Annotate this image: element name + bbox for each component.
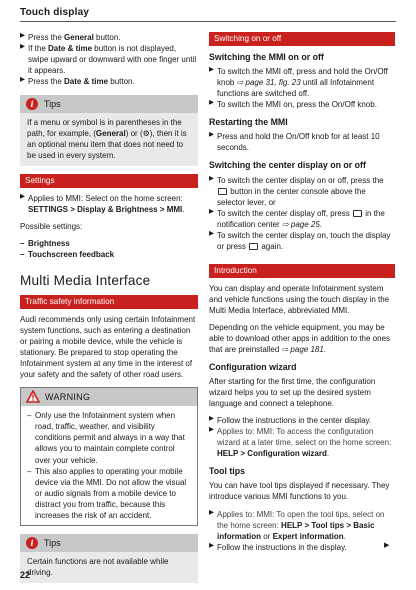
- traffic-paragraph: Audi recommends only using certain Infotainment system functions, such as entering a destination or pairing a mobile device, while the vehicle is stationary. Be prepared to stop operating the Infotainment system at any time in the interest of your safety and the safety of other road users.: [20, 315, 196, 380]
- list-item: ▶ Press the General button.: [20, 32, 121, 42]
- tips-header: [20, 534, 198, 552]
- list-item: ▶ Press the Date & time button.: [20, 76, 135, 87]
- tips-icon: i: [26, 98, 38, 110]
- subheading: Restarting the MMI: [209, 117, 288, 128]
- display-button-icon: [218, 188, 227, 195]
- tips-icon: i: [26, 537, 38, 549]
- gear-icon: ⚙: [142, 129, 150, 139]
- next-page-icon: ▶: [384, 542, 390, 549]
- arrow-bullet-icon: ▶: [209, 207, 214, 215]
- list-item: ▶ Applies to MMI: Select on the home screen: SETTINGS > Display & Brightness > MMI.: [20, 193, 185, 215]
- arrow-bullet-icon: ▶: [209, 508, 214, 516]
- warning-box: [20, 387, 198, 525]
- display-button-icon: [249, 243, 258, 250]
- left-column: [20, 32, 198, 590]
- intro-paragraph: Depending on the vehicle equipment, you may be able to download other apps in addition to the ones that are preinstalled ⇨ page 181.: [209, 322, 391, 354]
- tips-title: Tips: [44, 99, 61, 110]
- arrow-bullet-icon: ▶: [209, 99, 214, 107]
- tips-body: If a menu or symbol is in parentheses in the path, for example, (General) or (⚙), then it is an optional menu item that does not need to be used in every system.: [27, 118, 187, 161]
- list-item: ▶ Applies to: MMI: To open the tool tips, select on the home screen: HELP > Tool tips > Basic information or Expert information.: [209, 508, 385, 541]
- warning-body: [21, 406, 197, 524]
- subheading: Tool tips: [209, 466, 245, 477]
- header-title: Touch display: [20, 7, 90, 18]
- arrow-bullet-icon: ▶: [209, 229, 214, 237]
- page-header: [0, 0, 416, 22]
- list-item: – Brightness: [20, 239, 70, 249]
- list-item: ▶ To switch the center display on, touch the display or press again.: [209, 229, 391, 251]
- tips-body: Certain functions are not available while driving.: [27, 556, 169, 577]
- arrow-bullet-icon: ▶: [209, 174, 214, 182]
- subheading: Switching the center display on or off: [209, 160, 366, 171]
- list-item: – This also applies to operating your mobile device via the MMI. Do not allow the visual or audio signals from a mobile device to distract you from traffic, because this increases the risk of an accident.: [27, 466, 187, 520]
- list-item: ▶ Applies to: MMI: To access the configuration wizard at a later time, select on the home screen: HELP > Configuration wizard.: [209, 426, 392, 459]
- display-button-icon: [353, 210, 362, 217]
- page-number: 22: [20, 570, 31, 580]
- arrow-bullet-icon: ▶: [20, 32, 25, 39]
- subheading: Configuration wizard: [209, 361, 297, 372]
- list-item: ▶ Follow the instructions in the display.: [209, 541, 347, 552]
- list-item: ▶ To switch the MMI on, press the On/Off knob.: [209, 99, 377, 110]
- arrow-bullet-icon: ▶: [20, 76, 25, 84]
- warning-title: WARNING: [45, 392, 91, 403]
- tooltips-paragraph: You can have tool tips displayed if necessary. They introduce various MMI functions to you.: [209, 481, 390, 502]
- tips-title: Tips: [44, 537, 61, 548]
- section-bar-switching: Switching on or off: [209, 32, 395, 46]
- list-item: – Only use the Infotainment system when road, traffic, weather, and visibility conditions permit and always in a way that allows you to maintain complete control over your vehicle.: [27, 411, 185, 465]
- list-item: ▶ To switch the MMI off, press and hold the On/Off knob ⇨ page 31, fig. 23 until all Infotainment functions are switched off.: [209, 66, 388, 99]
- right-column: [209, 32, 395, 553]
- arrow-bullet-icon: ▶: [20, 43, 25, 51]
- warning-icon: [26, 390, 40, 403]
- section-bar-traffic: Traffic safety information: [20, 295, 198, 309]
- tips-box: [20, 534, 198, 583]
- arrow-bullet-icon: ▶: [209, 66, 214, 74]
- possible-settings-label: Possible settings:: [20, 222, 83, 232]
- arrow-bullet-icon: ▶: [209, 415, 214, 423]
- subheading: Switching the MMI on or off: [209, 52, 324, 62]
- intro-paragraph: You can display and operate Infotainment system and vehicle functions using the touch display in the Multi Media Interface, abbreviated MMI.: [209, 283, 390, 315]
- list-item: ▶ Follow the instructions in the center display.: [209, 415, 372, 426]
- arrow-bullet-icon: ▶: [209, 426, 214, 434]
- arrow-bullet-icon: ▶: [209, 541, 214, 549]
- list-item: ▶ If the Date & time button is not displayed, swipe upward or downward with one finger until it appears.: [20, 43, 197, 76]
- warning-header: [21, 388, 197, 406]
- section-bar-settings: Settings: [20, 174, 198, 188]
- section-bar-introduction: Introduction: [209, 264, 395, 278]
- arrow-bullet-icon: ▶: [209, 131, 214, 139]
- list-item: ▶ To switch the center display on or off, press the button in the center console above the selector lever, or: [209, 174, 384, 207]
- tips-box: [20, 95, 198, 166]
- tips-header: [20, 95, 198, 113]
- list-item: ▶ To switch the center display off, press in the notification center ⇨ page 25.: [209, 207, 385, 229]
- list-item: ▶ Press and hold the On/Off knob for at least 10 seconds.: [209, 131, 380, 153]
- list-item: – Touchscreen feedback: [20, 250, 115, 260]
- arrow-bullet-icon: ▶: [20, 193, 25, 201]
- header-rule: [20, 21, 396, 22]
- section-heading: Multi Media Interface: [20, 273, 151, 289]
- config-paragraph: After starting for the first time, the configuration wizard helps you to set up the desired system language and connect a telephone.: [209, 377, 376, 409]
